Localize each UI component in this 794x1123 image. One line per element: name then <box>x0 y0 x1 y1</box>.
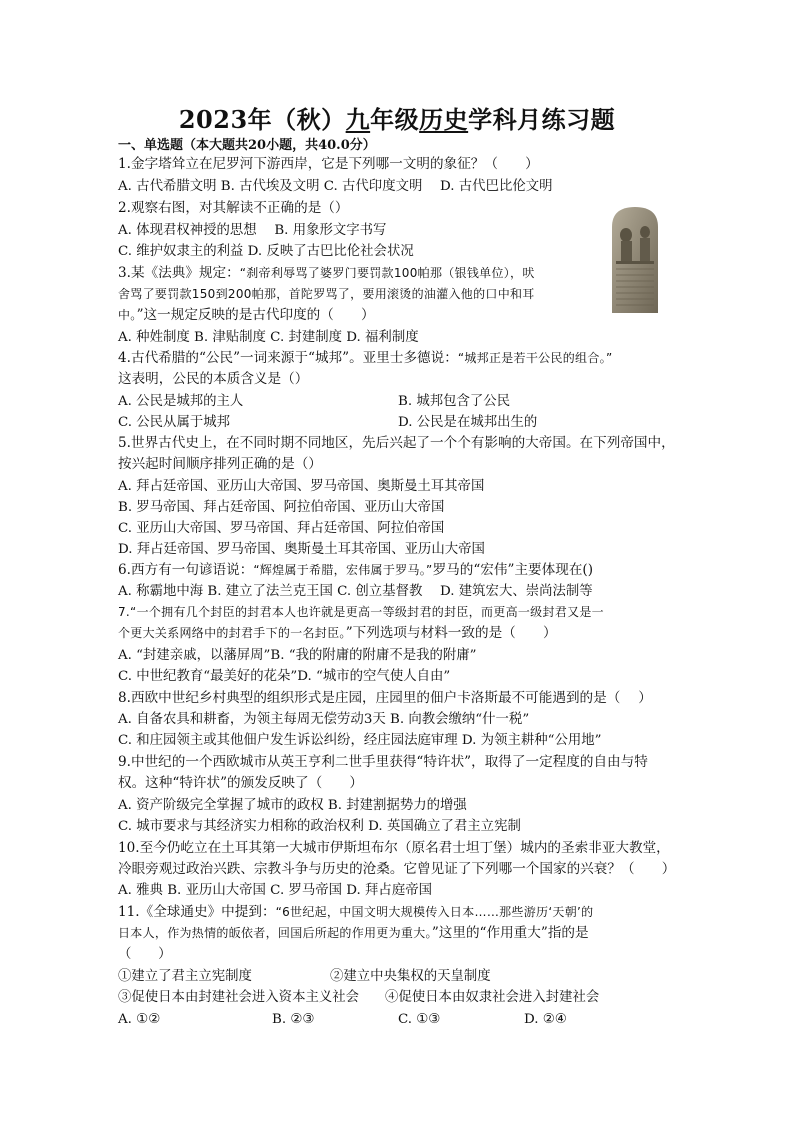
question-5-option-c: C. 亚历山大帝国、罗马帝国、拜占廷帝国、阿拉伯帝国 <box>118 521 445 536</box>
question-3-line-3: 中。”这一规定反映的是古代印度的（ ） <box>118 307 375 323</box>
question-5-option-d: D. 拜占廷帝国、罗马帝国、奥斯曼土耳其帝国、亚历山大帝国 <box>118 542 485 557</box>
question-2-options-cd: C. 维护奴隶主的利益 D. 反映了古巴比伦社会状况 <box>118 244 414 259</box>
question-9-line-1: 9.中世纪的一个西欧城市从英王亨利二世手里获得“特许状”，取得了一定程度的自由与特 <box>118 754 648 770</box>
question-4-option-d: D. 公民是在城邦出生的 <box>398 415 538 430</box>
question-8-options-ab: A. 自备农具和耕畜，为领主每周无偿劳动3天 B. 向教会缴纳“什一税” <box>118 712 530 727</box>
question-1-stem: 1.金字塔耸立在尼罗河下游西岸，它是下列哪一文明的象征？（ ） <box>118 156 539 172</box>
question-10-line-2: 冷眼旁观过政治兴跌、宗教斗争与历史的沧桑。它曾见证了下列哪一个国家的兴衰？（ ） <box>118 861 676 877</box>
question-11-item-4: ④促使日本由奴隶社会进入封建社会 <box>385 990 600 1005</box>
question-7-line-2: 个更大关系网络中的封君手下的一名封臣。”下列选项与材料一致的是（ ） <box>118 625 557 641</box>
question-5-option-a: A. 拜占廷帝国、亚历山大帝国、罗马帝国、奥斯曼土耳其帝国 <box>118 479 485 494</box>
question-4-option-a: A. 公民是城邦的主人 <box>118 394 244 409</box>
page-title: 2023年（秋）九年级历史学科月练习题 <box>178 105 616 134</box>
section-heading: 一、单选题（本大题共20小题，共40.0分） <box>118 138 376 153</box>
question-9-line-2: 权。这种“特许状”的颁发反映了（ ） <box>118 775 363 791</box>
question-11-line-1: 11.《全球通史》中提到：“6世纪起，中国文明大规模传入日本……那些游历‘天朝’的 <box>118 904 594 920</box>
question-11-option-c: C. ①③ <box>398 1012 441 1027</box>
question-11-option-d: D. ②④ <box>524 1012 567 1027</box>
question-5-line-2: 按兴起时间顺序排列正确的是（） <box>118 456 322 472</box>
question-2-stem: 2.观察右图，对其解读不正确的是（） <box>118 200 349 216</box>
question-11-option-a: A. ①② <box>118 1012 161 1027</box>
question-2-options-ab: A. 体现君权神授的思想 B. 用象形文字书写 <box>118 223 387 238</box>
question-8-stem: 8.西欧中世纪乡村典型的组织形式是庄园，庄园里的佃户卡洛斯最不可能遇到的是（ ） <box>118 690 652 706</box>
question-4-option-b: B. 城邦包含了公民 <box>398 394 511 409</box>
question-11-item-2: ②建立中央集权的天皇制度 <box>330 969 491 984</box>
question-11-item-1: ①建立了君主立宪制度 <box>118 969 252 984</box>
question-7-options-ab: A. “封建亲戚，以藩屏周”B. “我的附庸的附庸不是我的附庸” <box>118 648 477 663</box>
question-4-line-1: 4.古代希腊的“公民”一词来源于“城邦”。亚里士多德说：“城邦正是若干公民的组合。” <box>118 350 613 366</box>
question-10-options: A. 雅典 B. 亚历山大帝国 C. 罗马帝国 D. 拜占庭帝国 <box>118 883 432 898</box>
question-6-stem: 6.西方有一句谚语说：“辉煌属于希腊，宏伟属于罗马。”罗马的“宏伟”主要体现在() <box>118 562 594 578</box>
question-3-line-2: 舍骂了要罚款150到200帕那，首陀罗骂了，要用滚烫的油灌入他的口中和耳 <box>118 287 535 301</box>
stele-image <box>606 205 664 313</box>
question-5-option-b: B. 罗马帝国、拜占廷帝国、阿拉伯帝国、亚历山大帝国 <box>118 500 445 515</box>
question-1-options: A. 古代希腊文明 B. 古代埃及文明 C. 古代印度文明 D. 古代巴比伦文明 <box>118 179 553 194</box>
question-3-line-1: 3.某《法典》规定：“刹帝利辱骂了婆罗门要罚款100帕那（银钱单位），吠 <box>118 265 535 281</box>
question-7-line-1: 7.“一个拥有几个封臣的封君本人也许就是更高一等级封君的封臣，而更高一级封君又是一 <box>118 605 604 619</box>
question-5-line-1: 5.世界古代史上，在不同时期不同地区，先后兴起了一个个有影响的大帝国。在下列帝国中， <box>118 435 675 451</box>
question-11-line-2: 日本人，作为热情的皈依者，回国后所起的作用更为重大。”这里的“作用重大”指的是 <box>118 925 589 941</box>
question-9-options-ab: A. 资产阶级完全掌握了城市的政权 B. 封建割据势力的增强 <box>118 798 467 813</box>
question-9-options-cd: C. 城市要求与其经济实力相称的政治权利 D. 英国确立了君主立宪制 <box>118 819 521 834</box>
question-7-options-cd: C. 中世纪教育“最美好的花朵”D. “城市的空气使人自由” <box>118 669 451 684</box>
question-11-line-3: （ ） <box>118 947 172 962</box>
question-11-option-b: B. ②③ <box>272 1012 315 1027</box>
question-4-line-2: 这表明，公民的本质含义是（） <box>118 371 309 387</box>
question-6-options: A. 称霸地中海 B. 建立了法兰克王国 C. 创立基督教 D. 建筑宏大、崇尚法制等 <box>118 584 593 599</box>
question-3-options: A. 种姓制度 B. 津贴制度 C. 封建制度 D. 福利制度 <box>118 330 419 345</box>
question-11-item-3: ③促使日本由封建社会进入资本主义社会 <box>118 990 360 1005</box>
question-8-options-cd: C. 和庄园领主或其他佃户发生诉讼纠纷，经庄园法庭审理 D. 为领主耕种“公用地” <box>118 733 602 748</box>
question-4-option-c: C. 公民从属于城邦 <box>118 415 231 430</box>
question-10-line-1: 10.至今仍屹立在土耳其第一大城市伊斯坦布尔（原名君士坦丁堡）城内的圣索非亚大教堂， <box>118 840 670 856</box>
